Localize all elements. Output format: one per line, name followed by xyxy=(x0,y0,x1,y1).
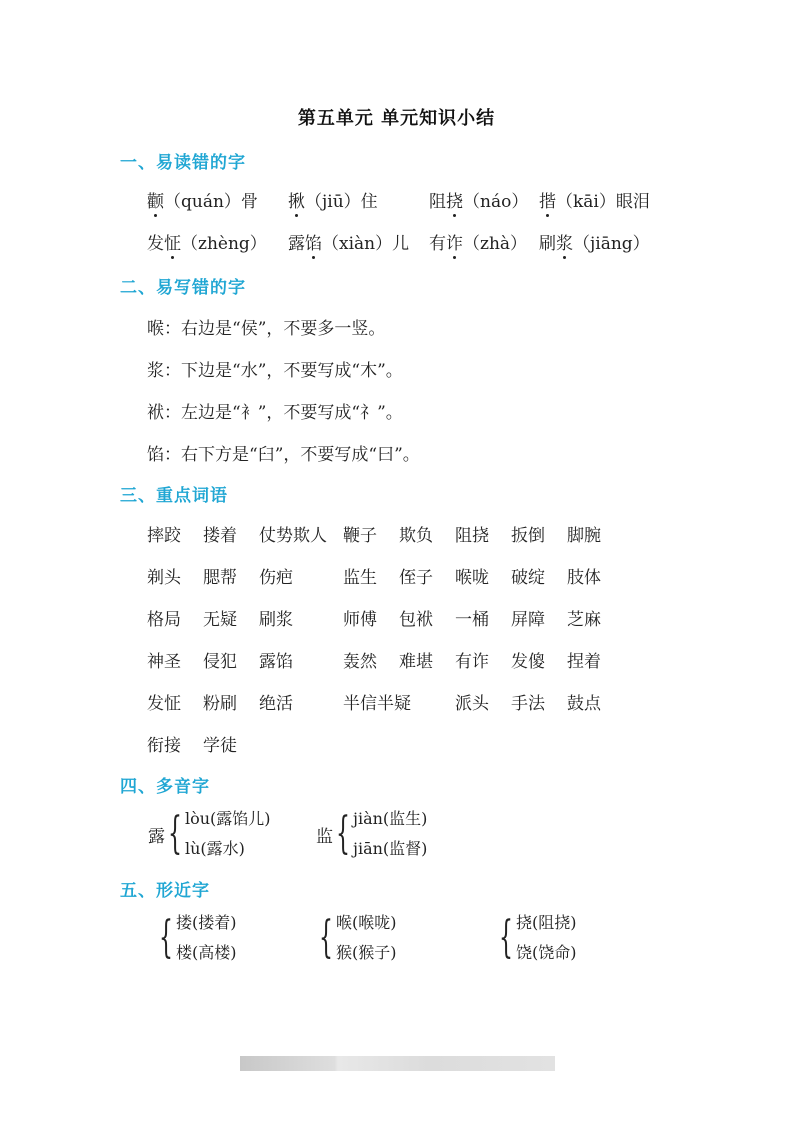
misread-item: 有诈（zhà） xyxy=(429,229,527,254)
miswrite-item: 喉：右边是“侯”，不要多一竖。 xyxy=(147,319,386,339)
miswrite-item: 浆：下边是“水”，不要写成“木”。 xyxy=(147,361,403,381)
word: 腮帮 xyxy=(203,568,237,588)
word: 欺负 xyxy=(399,526,433,546)
word: 有诈 xyxy=(455,652,489,672)
word: 阻挠 xyxy=(455,526,489,546)
word: 破绽 xyxy=(511,568,545,588)
word: 包袱 xyxy=(399,610,433,630)
word: 手法 xyxy=(511,694,545,714)
word: 侄子 xyxy=(399,568,433,588)
word: 半信半疑 xyxy=(343,694,411,714)
word: 捏着 xyxy=(567,652,601,672)
blurred-footer xyxy=(240,1056,555,1071)
misread-item: 揪（jiū）住 xyxy=(288,187,378,212)
miswrite-item: 袱：左边是“衤”，不要写成“礻”。 xyxy=(147,403,403,423)
similar-item: 猴(猴子) xyxy=(336,943,397,962)
misread-item: 刷浆（jiāng） xyxy=(539,229,650,254)
word: 刷浆 xyxy=(259,610,293,630)
word: 衔接 xyxy=(147,736,181,756)
word: 伤疤 xyxy=(259,568,293,588)
polyphone-reading: lòu(露馅儿) xyxy=(185,809,271,828)
section-heading-miswrite: 二、易写错的字 xyxy=(120,278,246,298)
word: 喉咙 xyxy=(455,568,489,588)
polyphone-reading: jiān(监督) xyxy=(353,839,428,858)
page-title: 第五单元 单元知识小结 xyxy=(297,108,496,129)
word: 芝麻 xyxy=(567,610,601,630)
similar-group xyxy=(156,908,237,968)
similar-group xyxy=(316,908,397,968)
brace-icon: { xyxy=(499,912,513,963)
polyphone-char: 监 xyxy=(316,826,333,847)
word: 侵犯 xyxy=(203,652,237,672)
word: 绝活 xyxy=(259,694,293,714)
word: 监生 xyxy=(343,568,377,588)
word: 一桶 xyxy=(455,610,489,630)
section-heading-similar-chars: 五、形近字 xyxy=(120,881,210,901)
word: 格局 xyxy=(147,610,181,630)
word: 剃头 xyxy=(147,568,181,588)
polyphone-group xyxy=(316,804,427,864)
word: 肢体 xyxy=(567,568,601,588)
section-heading-polyphones: 四、多音字 xyxy=(120,777,210,797)
word: 无疑 xyxy=(203,610,237,630)
word: 露馅 xyxy=(259,652,293,672)
brace-icon: { xyxy=(319,912,333,963)
word: 搂着 xyxy=(203,526,237,546)
similar-item: 喉(喉咙) xyxy=(336,913,397,932)
polyphone-reading: lù(露水) xyxy=(185,839,245,858)
word: 难堪 xyxy=(399,652,433,672)
section-heading-key-words: 三、重点词语 xyxy=(120,486,228,506)
brace-icon: { xyxy=(336,808,350,859)
brace-icon: { xyxy=(168,808,182,859)
misread-item: 发怔（zhèng） xyxy=(147,229,267,254)
word: 鞭子 xyxy=(343,526,377,546)
brace-icon: { xyxy=(159,912,173,963)
miswrite-item: 馅：右下方是“臼”，不要写成“曰”。 xyxy=(147,445,420,465)
word: 鼓点 xyxy=(567,694,601,714)
word: 摔跤 xyxy=(147,526,181,546)
word: 粉刷 xyxy=(203,694,237,714)
word: 发傻 xyxy=(511,652,545,672)
similar-group xyxy=(496,908,577,968)
word: 神圣 xyxy=(147,652,181,672)
section-heading-misread: 一、易读错的字 xyxy=(120,153,246,173)
similar-item: 搂(搂着) xyxy=(176,913,237,932)
misread-item: 阻挠（náo） xyxy=(429,187,528,212)
word: 发怔 xyxy=(147,694,181,714)
polyphone-group xyxy=(148,804,271,864)
similar-item: 饶(饶命) xyxy=(516,943,577,962)
word: 仗势欺人 xyxy=(259,526,327,546)
misread-item: 露馅（xiàn）儿 xyxy=(288,229,409,254)
word: 派头 xyxy=(455,694,489,714)
misread-item: 揩（kāi）眼泪 xyxy=(539,187,650,212)
polyphone-reading: jiàn(监生) xyxy=(353,809,428,828)
word: 扳倒 xyxy=(511,526,545,546)
polyphone-char: 露 xyxy=(148,826,165,847)
word: 学徒 xyxy=(203,736,237,756)
word: 脚腕 xyxy=(567,526,601,546)
word: 轰然 xyxy=(343,652,377,672)
word: 师傅 xyxy=(343,610,377,630)
similar-item: 楼(高楼) xyxy=(176,943,237,962)
word: 屏障 xyxy=(511,610,545,630)
misread-item: 颧（quán）骨 xyxy=(147,187,258,212)
similar-item: 挠(阻挠) xyxy=(516,913,577,932)
